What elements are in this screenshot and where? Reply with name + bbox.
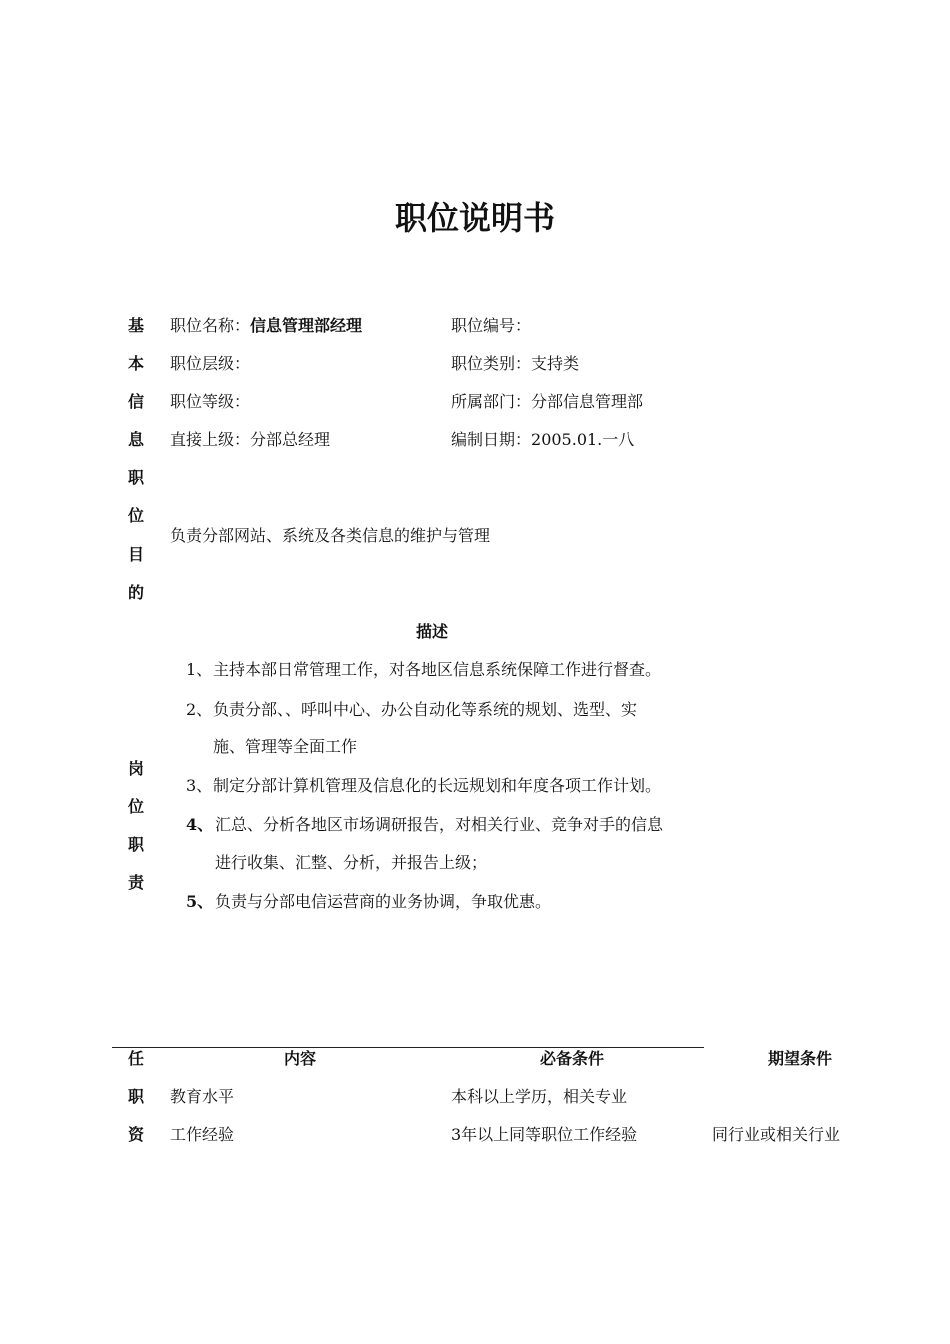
superior-label: 直接上级： <box>170 430 251 449</box>
duty-text: 汇总、分析各地区市场调研报告，对相关行业、竞争对手的信息 <box>215 815 664 834</box>
department-value: 分部信息管理部 <box>531 392 644 411</box>
section-label-char: 目 <box>128 545 145 564</box>
position-category-value: 支持类 <box>531 354 580 373</box>
duty-number: 4、 <box>186 815 214 834</box>
position-level-label: 职位层级： <box>170 354 251 373</box>
table-cell: 同行业或相关行业 <box>712 1125 841 1144</box>
table-header-required: 必备条件 <box>540 1049 605 1068</box>
duty-text: 负责分部、、呼叫中心、办公自动化等系统的规划、选型、实 <box>213 700 638 719</box>
section-label-char: 息 <box>128 430 145 449</box>
position-name-value: 信息管理部经理 <box>250 316 363 335</box>
section-label-char: 位 <box>128 506 145 525</box>
table-divider <box>112 1047 704 1048</box>
purpose-text: 负责分部网站、系统及各类信息的维护与管理 <box>170 526 491 545</box>
duty-number: 2、 <box>186 700 213 719</box>
section-label-char: 的 <box>128 583 145 602</box>
section-label-char: 本 <box>128 354 145 373</box>
page-title: 职位说明书 <box>394 199 555 237</box>
duty-text: 负责与分部电信运营商的业务协调，争取优惠。 <box>215 892 552 911</box>
position-name-field <box>170 316 362 336</box>
section-label-char: 岗 <box>128 759 145 778</box>
duty-text: 主持本部日常管理工作，对各地区信息系统保障工作进行督查。 <box>213 660 662 679</box>
department-label: 所属部门： <box>451 392 532 411</box>
table-header-content: 内容 <box>284 1049 317 1068</box>
duties-header: 描述 <box>416 622 449 641</box>
table-cell: 3年以上同等职位工作经验 <box>451 1125 638 1144</box>
duty-number: 1、 <box>186 660 213 679</box>
date-field <box>451 430 634 450</box>
table-header-expected: 期望条件 <box>768 1049 833 1068</box>
duty-text: 制定分部计算机管理及信息化的长远规划和年度各项工作计划。 <box>213 776 662 795</box>
position-category-field <box>451 354 579 374</box>
table-cell: 教育水平 <box>170 1087 235 1106</box>
superior-value: 分部总经理 <box>250 430 331 449</box>
duty-text: 施、管理等全面工作 <box>213 737 358 756</box>
table-cell: 工作经验 <box>170 1125 235 1144</box>
superior-field <box>170 430 330 450</box>
section-label-char: 信 <box>128 392 145 411</box>
duty-text: 进行收集、汇整、分析，并报告上级； <box>215 853 488 872</box>
section-label-char: 位 <box>128 797 145 816</box>
duty-number: 5、 <box>186 892 214 911</box>
section-label-char: 职 <box>128 468 145 487</box>
date-label: 编制日期： <box>451 430 532 449</box>
section-label-char: 职 <box>128 835 145 854</box>
duty-number: 3、 <box>186 776 213 795</box>
position-name-label: 职位名称： <box>170 316 251 335</box>
section-label-char: 职 <box>128 1087 145 1106</box>
position-category-label: 职位类别： <box>451 354 532 373</box>
section-label-char: 资 <box>128 1125 145 1144</box>
section-label-char: 责 <box>128 873 145 892</box>
date-value: 2005.01.一八 <box>531 430 635 449</box>
department-field <box>451 392 643 412</box>
table-cell: 本科以上学历，相关专业 <box>451 1087 628 1106</box>
section-label-char: 任 <box>128 1049 145 1068</box>
section-label-char: 基 <box>128 316 145 335</box>
position-grade-label: 职位等级： <box>170 392 251 411</box>
position-no-label: 职位编号： <box>451 316 532 335</box>
